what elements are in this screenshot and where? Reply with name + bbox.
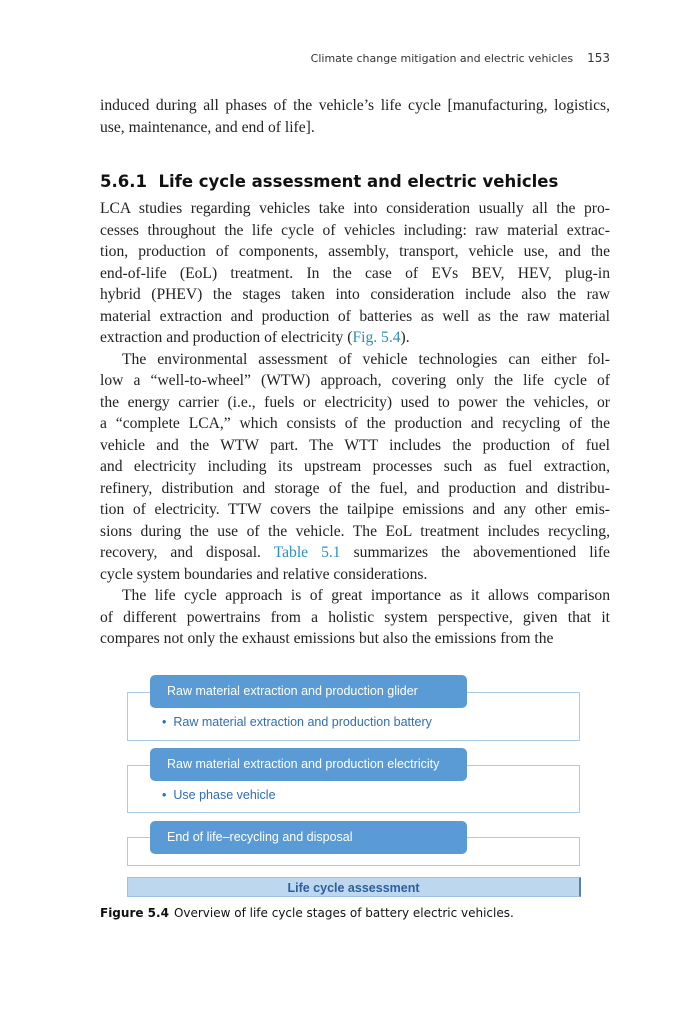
text-line: material extraction and production of batteries as well as the raw material <box>100 307 610 325</box>
bullet-text: Use phase vehicle <box>173 788 276 802</box>
text-line: end-of-life (EoL) treatment. In the case of EVs BEV, HEV, plug-in <box>100 264 610 282</box>
text-line: LCA studies regarding vehicles take into consideration usually all the pro- <box>100 200 610 217</box>
text-line: induced during all phases of the vehicle’s life cycle [manufacturing, logistics, <box>100 97 610 114</box>
text-line: a “complete LCA,” which consists of the production and recycling of the <box>100 415 610 432</box>
text-line: use, maintenance, and end of life]. <box>100 118 315 136</box>
stage-bullet <box>162 787 276 803</box>
text-segment: ). <box>400 329 410 346</box>
text-line: and electricity including its upstream processes such as fuel extraction, <box>100 458 610 475</box>
stage-header: End of life–recycling and disposal <box>150 821 467 854</box>
text-line: sions during the use of the vehicle. The EoL treatment includes recycling, <box>100 522 610 540</box>
text-line: The life cycle approach is of great importance as it allows comparison <box>122 587 610 604</box>
text-line: cesses throughout the life cycle of vehicles including: raw material extrac- <box>100 221 610 239</box>
text-line: vehicle and the WTW part. The WTT includes the production of fuel <box>100 436 610 454</box>
text-segment: extraction and production of electricity ( <box>100 329 353 346</box>
text-line: tion, production of components, assembly, transport, vehicle use, and the <box>100 243 610 260</box>
section-number: 5.6.1 <box>100 172 147 191</box>
stage-bullet <box>162 714 432 730</box>
text-segment: recovery, and disposal. <box>100 544 274 561</box>
text-line: hybrid (PHEV) the stages taken into consideration include also the raw <box>100 286 610 303</box>
text-segment: summarizes the abovementioned life <box>340 544 610 561</box>
cross-reference-link[interactable]: Table 5.1 <box>273 544 341 561</box>
text-line: compares not only the exhaust emissions but also the emissions from the <box>100 630 554 647</box>
text-line: refinery, distribution and storage of the fuel, and production and distribu- <box>100 479 610 497</box>
bullet-text: Raw material extraction and production battery <box>173 715 432 729</box>
running-title: Climate change mitigation and electric vehicles <box>310 52 574 65</box>
lca-footer-bar: Life cycle assessment <box>127 877 581 897</box>
section-title: Life cycle assessment and electric vehicles <box>158 172 559 191</box>
page-number: 153 <box>587 51 610 65</box>
bullet-icon: • <box>162 715 167 729</box>
caption-label: Figure 5.4 <box>100 906 169 920</box>
text-line: the energy carrier (i.e., fuels or electricity) used to power the vehicles, or <box>100 393 610 411</box>
cross-reference-link[interactable]: Fig. 5.4 <box>352 329 401 346</box>
stage-header: Raw material extraction and production glider <box>150 675 467 708</box>
figure-caption <box>100 905 514 921</box>
text-line: of different powertrains from a holistic system perspective, given that it <box>100 608 610 626</box>
text-line: The environmental assessment of vehicle technologies can either fol- <box>122 350 610 368</box>
text-line: tion of electricity. TTW covers the tailpipe emissions and any other emis- <box>100 501 610 518</box>
stage-header: Raw material extraction and production electricity <box>150 748 467 781</box>
bullet-icon: • <box>162 788 167 802</box>
text-line: cycle system boundaries and relative considerations. <box>100 565 428 583</box>
caption-text: Overview of life cycle stages of battery electric vehicles. <box>173 906 514 920</box>
text-line: low a “well-to-wheel” (WTW) approach, covering only the life cycle of <box>100 372 610 389</box>
